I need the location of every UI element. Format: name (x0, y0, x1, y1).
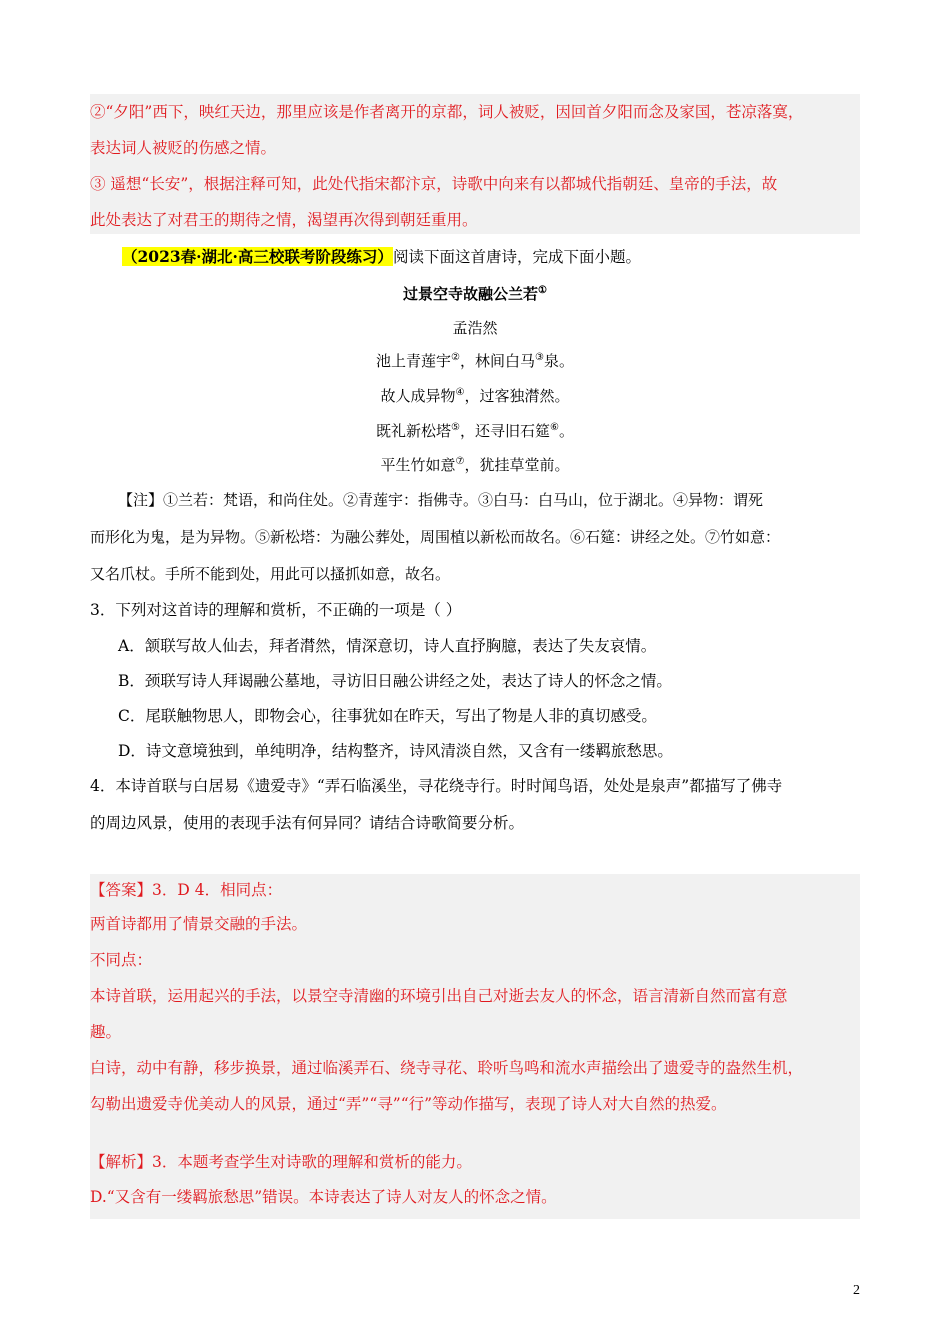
option-b: B．颈联写诗人拜谒融公墓地，寻访旧日融公讲经之处，表达了诗人的怀念之情。 (118, 672, 672, 690)
answer-line: 【答案】3．D 4．相同点： (90, 881, 283, 899)
poem-notes-line: 而形化为鬼，是为异物。⑤新松塔：为融公葬处，周围植以新松而故名。⑥石筵：讲经之处。⑦竹如意： (90, 528, 781, 546)
question-4-line: 4．本诗首联与白居易《遗爱寺》“弄石临溪坐，寻花绕寺行。时时闻鸟语，处处是泉声”都描写了佛寺 (90, 777, 783, 795)
answer-line: 表达词人被贬的伤感之情。 (90, 139, 277, 157)
analysis-line: D.“又含有一缕羁旅愁思”错误。本诗表达了诗人对友人的怀念之情。 (90, 1188, 557, 1206)
option-d: D．诗文意境独到，单纯明净，结构整齐，诗风清淡自然，又含有一缕羁旅愁思。 (118, 742, 673, 760)
answer-line: 不同点： (90, 951, 153, 969)
poem-notes-line: 【注】①兰若：梵语，和尚住处。②青莲宇：指佛寺。③白马：白马山，位于湖北。④异物：谓死 (118, 491, 764, 509)
question-3-stem: 3．下列对这首诗的理解和赏析，不正确的一项是（ ） (90, 601, 462, 619)
question-intro (122, 244, 641, 270)
answer-line: 勾勒出遗爱寺优美动人的风景，通过“弄”“寻”“行”等动作描写，表现了诗人对大自然的热爱。 (90, 1095, 727, 1113)
option-a: A．颔联写故人仙去，拜者潸然，情深意切，诗人直抒胸臆，表达了失友哀情。 (118, 637, 657, 655)
poem-notes-line: 又名爪杖。手所不能到处，用此可以搔抓如意，故名。 (90, 565, 451, 583)
answer-line: 两首诗都用了情景交融的手法。 (90, 915, 308, 933)
question-4-line: 的周边风景，使用的表现手法有何异同？请结合诗歌简要分析。 (90, 814, 525, 832)
answer-block (90, 874, 860, 1219)
poem-line: 既礼新松塔⑤，还寻旧石筵⑥。 (376, 422, 574, 440)
answer-line: 此处表达了对君王的期待之情，渴望再次得到朝廷重用。 (90, 211, 478, 229)
poem-title: 过景空寺故融公兰若① (403, 285, 547, 303)
intro-text: 阅读下面这首唐诗，完成下面小题。 (392, 248, 641, 266)
page-number: 2 (853, 1283, 860, 1298)
poem-line: 故人成异物④，过客独潸然。 (380, 387, 570, 405)
answer-line: 趣。 (90, 1023, 122, 1041)
source-highlight: （2023春·湖北·高三校联考阶段练习） (122, 247, 393, 266)
answer-line: ③ 遥想“长安”，根据注释可知，此处代指宋都汴京，诗歌中向来有以都城代指朝廷、皇帝的手法，故 (90, 175, 778, 193)
answer-line: 白诗，动中有静，移步换景，通过临溪弄石、绕寺寻花、聆听鸟鸣和流水声描绘出了遗爱寺的盎然生机， (90, 1059, 804, 1077)
analysis-line: 【解析】3．本题考查学生对诗歌的理解和赏析的能力。 (90, 1153, 472, 1171)
option-c: C．尾联触物思人，即物会心，往事犹如在昨天，写出了物是人非的真切感受。 (118, 707, 657, 725)
answer-line: 本诗首联，运用起兴的手法，以景空寺清幽的环境引出自己对逝去友人的怀念，语言清新自然而富有意 (90, 987, 788, 1005)
answer-line: ②“夕阳”西下，映红天边，那里应该是作者离开的京都，词人被贬，因回首夕阳而念及家国，苍凉落寞， (90, 103, 804, 121)
poem-line: 平生竹如意⑦，犹挂草堂前。 (380, 456, 570, 474)
poem-line: 池上青莲宇②，林间白马③泉。 (376, 352, 574, 370)
answer-continuation (90, 94, 860, 234)
poem-author: 孟浩然 (452, 319, 498, 337)
